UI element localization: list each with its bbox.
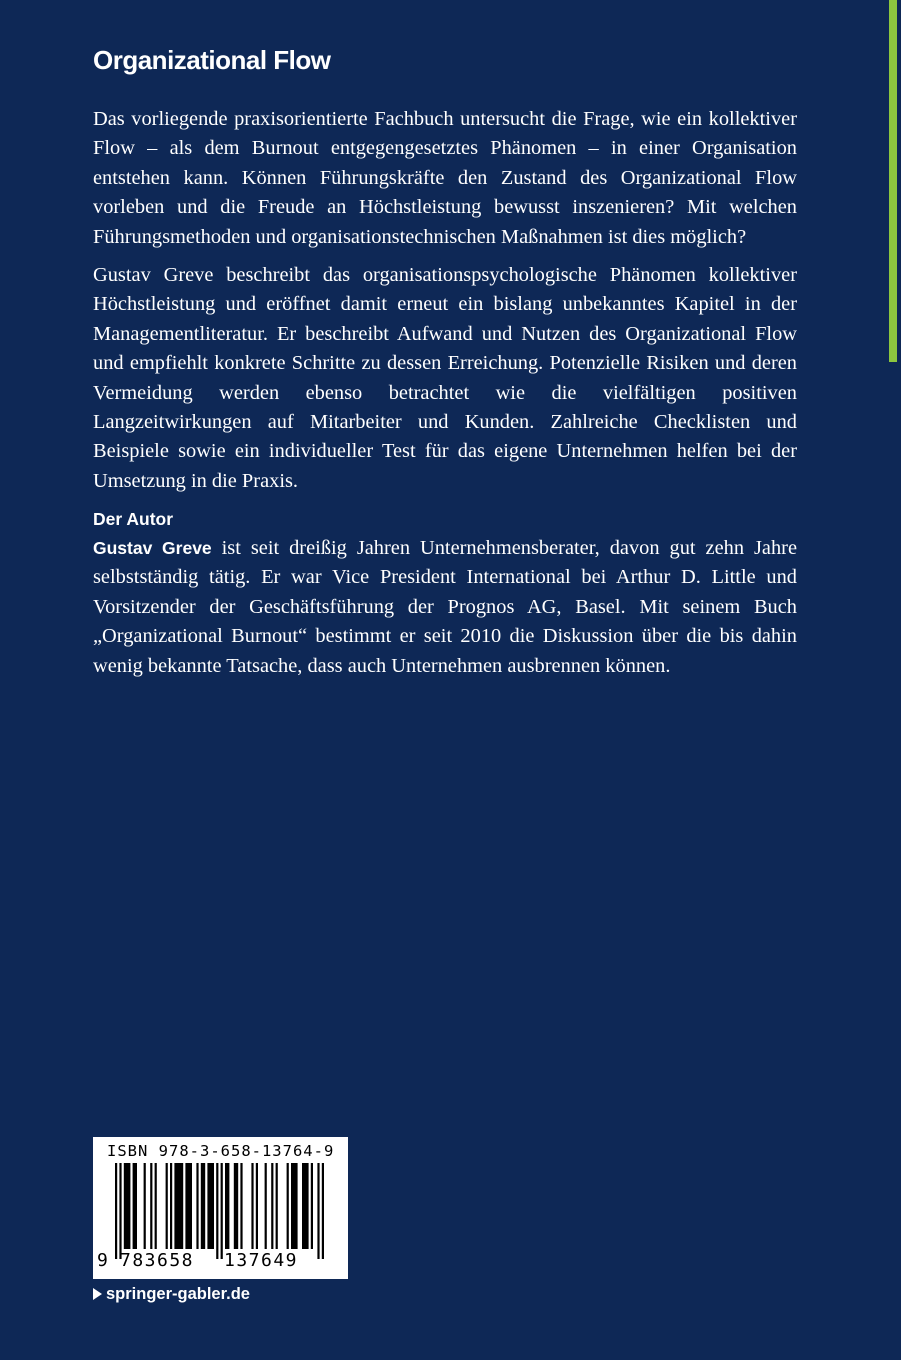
barcode-bar bbox=[170, 1163, 172, 1249]
barcode-bar bbox=[185, 1163, 192, 1249]
barcode-bar bbox=[287, 1163, 289, 1249]
barcode-bar bbox=[124, 1163, 131, 1249]
barcode-bar bbox=[251, 1163, 253, 1249]
website-link[interactable] bbox=[93, 1282, 250, 1306]
accent-bar bbox=[889, 0, 897, 362]
arrow-right-icon bbox=[93, 1288, 102, 1300]
description-paragraph-2: Gustav Greve beschreibt das organisationspsychologische Phänomen kollektiver Höchstleistung und eröffnet damit erneut ein bislang unbekanntes Kapitel in der Managementliteratur. Er beschreibt Aufwand und Nutzen des Organizational Flow und empfiehlt konkrete Schritte zu dessen Erreichung. Potenzielle Risiken und deren Vermeidung werden ebenso betrachtet wie die vielfältigen positiven Langzeitwirkungen auf Mitarbeiter und Kunden. Zahlreiche Checklisten und Beispiele sowie ein individueller Test für das eigene Unternehmen helfen bei der Umsetzung in die Praxis. bbox=[93, 264, 797, 492]
barcode-bar bbox=[271, 1163, 273, 1249]
barcode-bar bbox=[240, 1163, 242, 1249]
barcode-bar bbox=[196, 1163, 198, 1249]
barcode-bar bbox=[221, 1163, 223, 1259]
book-title: Organizational Flow bbox=[93, 45, 331, 75]
barcode-bar bbox=[265, 1163, 267, 1249]
website-text: springer-gabler.de bbox=[106, 1285, 250, 1303]
barcode-bar bbox=[225, 1163, 229, 1249]
barcode-bar bbox=[276, 1163, 278, 1249]
barcode-bar bbox=[115, 1163, 117, 1259]
author-bio-text: ist seit dreißig Jahren Unternehmensberater, davon gut zehn Jahre selbstständig tätig. Er war Vice President International bei Arthur D. Little und Vorsitzender der Geschäftsführung der Prognos AG, Basel. Mit seinem Buch „Organizational Burnout“ bestimmt er seit 2010 die Diskussion über die bis dahin wenig bekannte Tatsache, dass auch Unternehmen ausbrennen können. bbox=[93, 537, 797, 677]
barcode-bar bbox=[302, 1163, 309, 1249]
author-name: Gustav Greve bbox=[93, 538, 212, 558]
isbn-label: ISBN 978-3-658-13764-9 bbox=[107, 1142, 335, 1160]
barcode-bar bbox=[150, 1163, 152, 1249]
barcode-bar bbox=[119, 1163, 121, 1259]
description-paragraph-1: Das vorliegende praxisorientierte Fachbuch untersucht die Frage, wie ein kollektiver Flow – als dem Burnout entgegengesetztes Phänomen – in einer Organisation entstehen kann. Können Führungskräfte den Zustand des Organizational Flow vorleben und die Freude an Höchstleistung bewusst inszenieren? Mit welchen Führungsmethoden und organisationstechnischen Maßnahmen ist dies möglich? bbox=[93, 108, 797, 248]
barcode-bar bbox=[207, 1163, 214, 1249]
barcode-bar bbox=[166, 1163, 168, 1249]
ean-right-group: 137649 bbox=[224, 1250, 299, 1271]
barcode-bar bbox=[234, 1163, 238, 1249]
ean-left-group: 783658 bbox=[120, 1250, 195, 1271]
barcode-bar bbox=[311, 1163, 313, 1249]
barcode-bar bbox=[216, 1163, 218, 1259]
barcode-bar bbox=[322, 1163, 324, 1259]
barcode-bar bbox=[256, 1163, 258, 1249]
barcode-bar bbox=[155, 1163, 157, 1249]
author-bio-paragraph bbox=[93, 534, 797, 681]
barcode-bar bbox=[201, 1163, 205, 1249]
barcode-bar bbox=[291, 1163, 298, 1249]
barcode-bar bbox=[317, 1163, 319, 1259]
isbn-barcode bbox=[93, 1137, 348, 1279]
barcode-bar bbox=[174, 1163, 183, 1249]
barcode-bar bbox=[144, 1163, 146, 1249]
ean-digits bbox=[93, 1250, 348, 1276]
author-heading: Der Autor bbox=[93, 509, 174, 529]
barcode-bar bbox=[133, 1163, 137, 1249]
ean-first-digit: 9 bbox=[97, 1250, 108, 1271]
